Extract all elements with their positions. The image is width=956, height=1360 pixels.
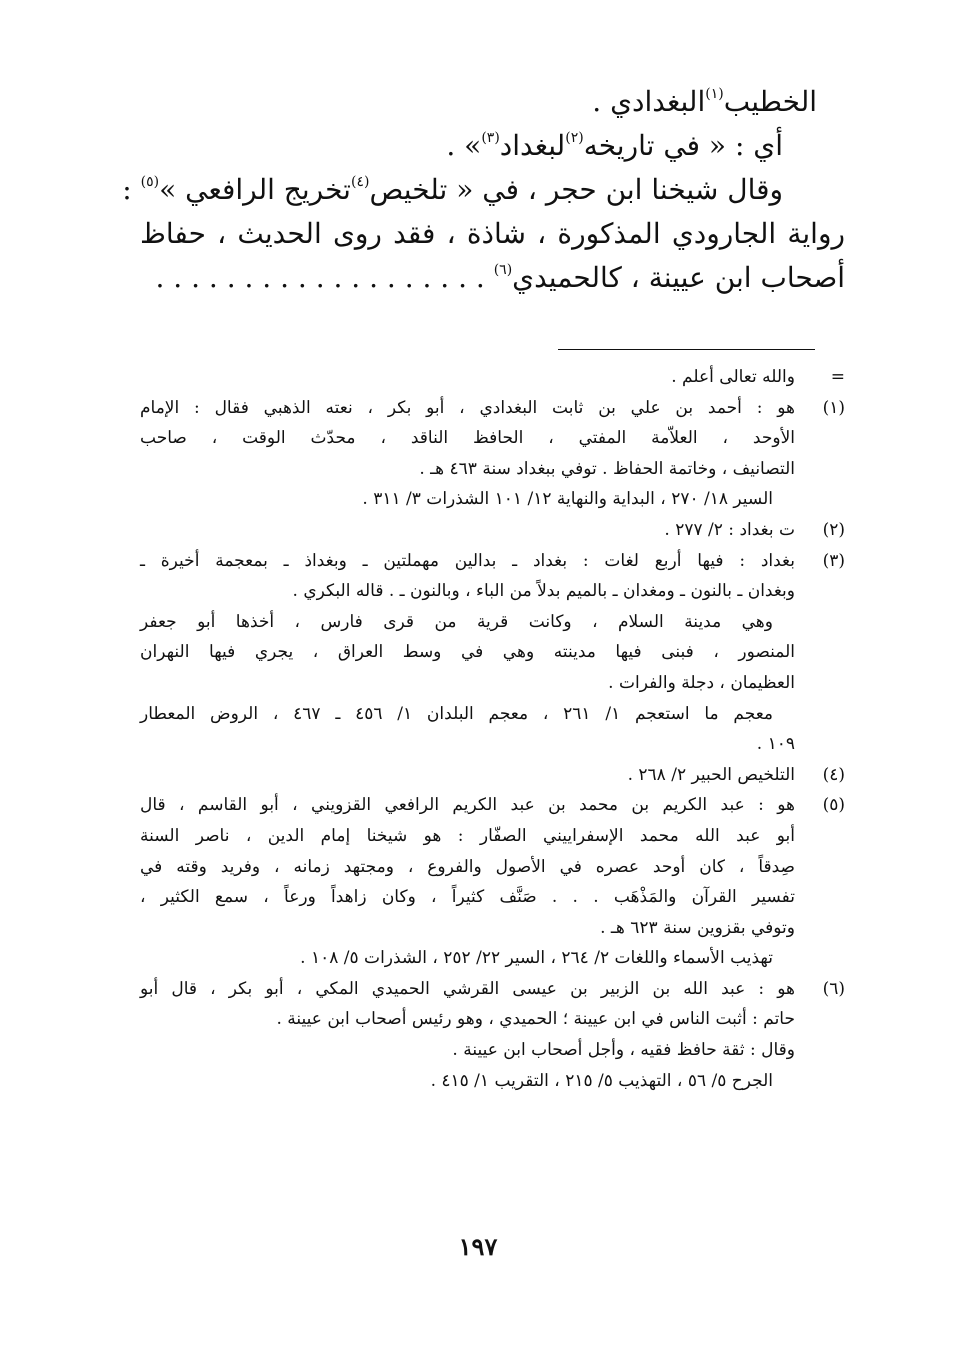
footnote-ref-2: (٢) <box>565 130 584 146</box>
footnote-sources: معجم ما استعجم ١/ ٢٦١ ، معجم البلدان ١/ ٤٥٦ ـ ٤٦٧ ، الروض المعطار <box>140 703 773 724</box>
text-span: لبغداد <box>499 129 566 162</box>
footnote-line: الأوحد ، العلاّمة المفتي ، الحافظ الناقد ، محدّث الوقت ، صاحب <box>140 428 795 449</box>
text-span: » . <box>446 129 482 162</box>
footnote-line: التصانيف ، وخاتمة الحفاظ . توفي ببغداد سنة ٤٦٣ هـ . <box>419 458 795 479</box>
footnote-line: وبغدان ـ بالنون ـ ومغدان ـ بالميم بدلاً من الباء ، وبالنون ـ . قاله البكري . <box>292 581 795 602</box>
footnote-ref-6: (٦) <box>493 262 513 278</box>
footnote-line: هو : عبد الله بن الزبير بن عيسى القرشي الحميدي المكي ، أبو بكر ، قال أبو <box>140 978 795 999</box>
main-line-1 <box>140 80 845 124</box>
footnotes <box>140 362 845 1096</box>
footnote-ref-3: (٣) <box>481 130 500 146</box>
footnote-5 <box>140 790 845 974</box>
footnote-line: أبو عبد الله محمد الإسفراييني الصفّار : هو شيخنا إمام الدين ، ناصر السنة <box>140 825 795 846</box>
footnote-6 <box>140 974 845 1096</box>
footnote-line: وهي مدينة السلام ، وكانت قرية من قرى فارس ، أخذها أبو جعفر <box>140 611 773 632</box>
footnote-sources: ١٠٩ . <box>756 734 795 755</box>
text-span: وقال شيخنا ابن حجر ، في « تلخيص <box>369 173 783 206</box>
footnote-line: صِدقاً ، كان أوحد عصره في الأصول والفروع ، ومجتهد زمانه ، وفريد وقته في <box>140 856 795 877</box>
footnote-line: حاتم : أثبت الناس في ابن عيينة ؛ الحميدي ، وهو رئيس أصحاب ابن عيينة . <box>276 1009 795 1030</box>
footnote-separator <box>558 349 815 350</box>
text-span: الخطيب <box>723 85 817 118</box>
footnote-line: المنصور ، فبنى فيها مدينته وهي في وسط العراق ، يجري فيها النهران <box>140 642 795 663</box>
leader-dots: . . . . . . . . . . . . . . . . . . . <box>155 261 494 294</box>
footnote-line: العظيمان ، دجلة والفرات . <box>608 672 795 693</box>
footnote-number: (٦) <box>822 978 845 999</box>
continuation-mark: = <box>830 367 845 387</box>
footnote-1 <box>140 393 845 515</box>
footnote-line: التلخيص الحبير ٢/ ٢٦٨ . <box>627 764 795 785</box>
footnote-number: (٥) <box>822 795 845 816</box>
footnote-4 <box>140 760 845 791</box>
footnote-line: هو : أحمد بن علي بن ثابت البغدادي ، أبو بكر ، نعته الذهبي فقال : الإمام <box>140 397 795 418</box>
footnote-number: (٢) <box>822 519 845 540</box>
footnote-line: وقال : ثقة حافظ فقيه ، وأجل أصحاب ابن عيينة . <box>452 1040 795 1061</box>
footnote-carryover <box>140 362 845 393</box>
footnote-ref-4: (٤) <box>350 174 370 190</box>
main-line-3 <box>122 168 845 212</box>
footnote-line: تفسير القرآن والمَذْهَب . . . صَنَّف كثيراً ، وكان زاهداً ورعاً ، سمع الكثير ، <box>140 887 795 908</box>
text-span: أصحاب ابن عيينة ، كالحميدي <box>512 261 845 294</box>
footnote-line: والله تعالى أعلم . <box>671 367 795 387</box>
text-span: تخريج الرافعي » <box>159 173 351 206</box>
footnote-2 <box>140 515 845 546</box>
footnote-sources: تهذيب الأسماء واللغات ٢/ ٢٦٤ ، السير ٢٢/ ٢٥٢ ، الشذرات ٥/ ١٠٨ . <box>300 948 773 969</box>
main-text <box>122 80 845 300</box>
footnote-3 <box>140 546 845 760</box>
footnote-number: (١) <box>822 397 845 418</box>
footnote-line: هو : عبد الكريم بن محمد بن عبد الكريم الرافعي القزويني ، أبو القاسم ، قال <box>140 795 795 816</box>
footnote-number: (٣) <box>822 550 845 571</box>
footnote-ref-1: (١) <box>705 86 724 102</box>
text-span: : <box>122 173 141 206</box>
footnote-line: ت بغداد : ٢/ ٢٧٧ . <box>664 519 795 540</box>
footnote-line: بغداد : فيها أربع لغات : بغداد ـ بدالين مهملتين ـ وبغداذ ـ بمعجمة أخيرة ـ <box>140 550 795 571</box>
main-line-2 <box>140 124 845 168</box>
main-line-4: رواية الجارودي المذكورة ، شاذة ، فقد روى الحديث ، حفاظ <box>140 217 845 250</box>
footnote-sources: السير ١٨/ ٢٧٠ ، البداية والنهاية ١٢/ ١٠١ الشذرات ٣/ ٣١١ . <box>362 489 773 510</box>
text-span: البغدادي . <box>592 85 706 118</box>
main-line-5 <box>140 256 845 300</box>
text-span: أي : « في تاريخه <box>583 129 783 162</box>
footnote-line: وتوفي بقزوين سنة ٦٢٣ هـ . <box>600 917 795 938</box>
page-number: ١٩٧ <box>458 1232 498 1261</box>
footnote-ref-5: (٥) <box>140 174 160 190</box>
footnote-sources: الجرح ٥/ ٥٦ ، التهذيب ٥/ ٢١٥ ، التقريب ١/ ٤١٥ . <box>430 1070 773 1091</box>
footnote-number: (٤) <box>822 764 845 785</box>
